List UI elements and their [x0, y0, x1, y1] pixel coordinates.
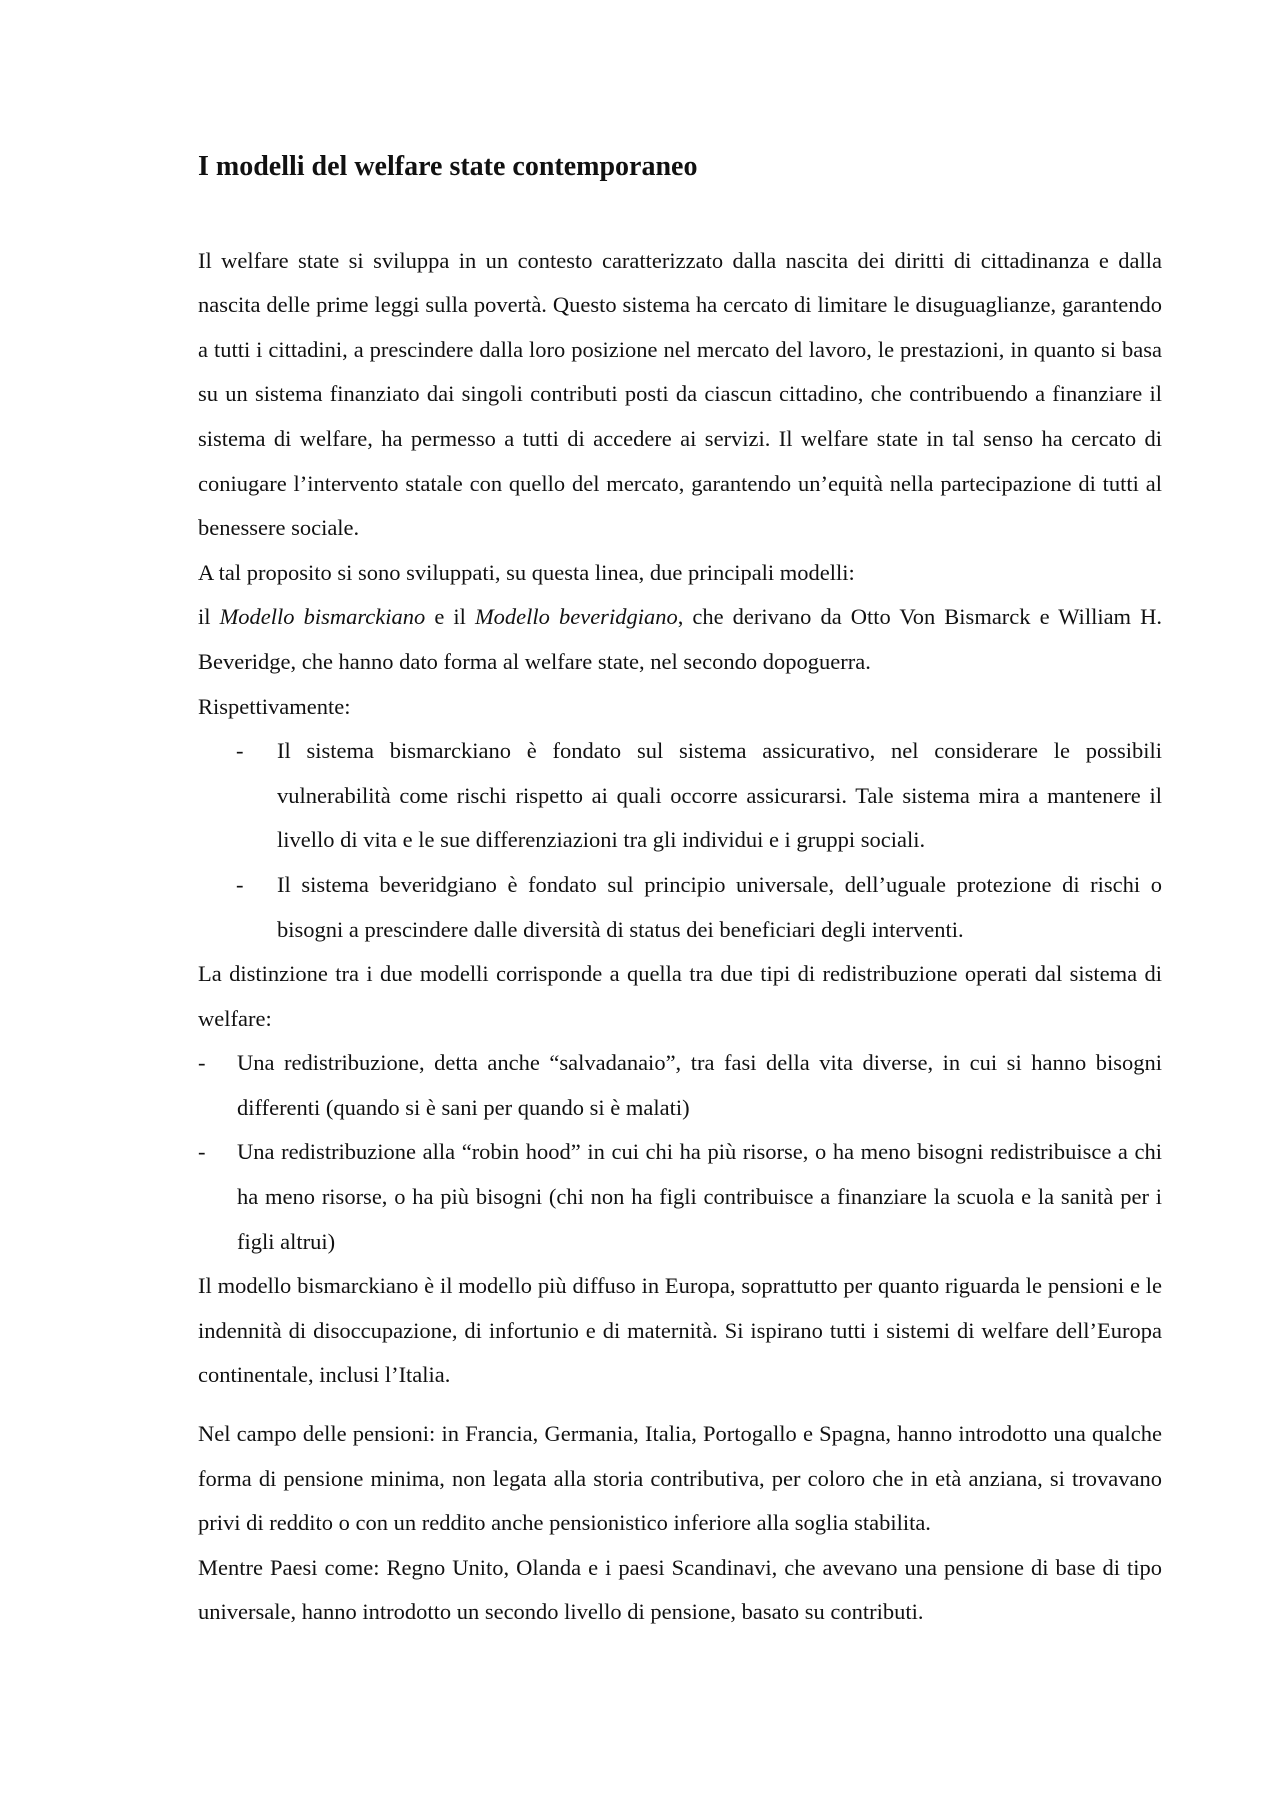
list-item [198, 1041, 1162, 1130]
document-page [198, 150, 1162, 1635]
list-item [198, 729, 1162, 863]
list-dash: - [198, 1139, 206, 1165]
paragraph-respectively: Rispettivamente: [198, 693, 351, 719]
paragraph-models-intro: A tal proposito si sono sviluppati, su questa linea, due principali modelli: [198, 559, 855, 585]
list-item [198, 1130, 1162, 1264]
list-item-text: Il sistema bismarckiano è fondato sul sistema assicurativo, nel considerare le possibili vulnerabilità come rischi rispetto ai quali occorre assicurarsi. Tale sistema mira a mantenere il livello di vita e le sue differenziazioni tra gli individui e i gruppi sociali. [277, 738, 1162, 853]
paragraph-intro: Il welfare state si sviluppa in un contesto caratterizzato dalla nascita dei diritti di cittadinanza e dalla nascita delle prime leggi sulla povertà. Questo sistema ha cercato di limitare le disuguaglianze, garantendo a tutti i cittadini, a prescindere dalla loro posizione nel mercato del lavoro, le prestazioni, in quanto si basa su un sistema finanziato dai singoli contributi posti da ciascun cittadino, che contribuendo a finanziare il sistema di welfare, ha permesso a tutti di accedere ai servizi. Il welfare state in tal senso ha cercato di coniugare l’intervento statale con quello del mercato, garantendo un’equità nella partecipazione di tutti al benessere sociale. [198, 247, 1162, 541]
list-dash: - [236, 738, 244, 764]
paragraph-redistribution: La distinzione tra i due modelli corrisponde a quella tra due tipi di redistribuzione operati dal sistema di welfare: [198, 961, 1162, 1031]
list-item-text: Una redistribuzione, detta anche “salvadanaio”, tra fasi della vita diverse, in cui si hanno bisogni differenti (quando si è sani per quando si è malati) [237, 1050, 1162, 1120]
models-list [198, 729, 1162, 952]
models-text-post: , che derivano da Otto Von Bismarck e William H. Beveridge, che hanno dato forma al welfare state, nel secondo dopoguerra. [198, 604, 1162, 674]
page-title: I modelli del welfare state contemporaneo [198, 151, 698, 182]
paragraph-bismarck-diffusion: Il modello bismarckiano è il modello più diffuso in Europa, soprattutto per quanto riguarda le pensioni e le indennità di disoccupazione, di infortunio e di maternità. Si ispirano tutti i sistemi di welfare dell’Europa continentale, inclusi l’Italia. [198, 1273, 1162, 1388]
list-item-text: Il sistema beveridgiano è fondato sul principio universale, dell’uguale protezione di rischi o bisogni a prescindere dalle diversità di status dei beneficiari degli interventi. [277, 871, 1162, 942]
list-item-text: Una redistribuzione alla “robin hood” in cui chi ha più risorse, o ha meno bisogni redistribuisce a chi ha meno risorse, o ha più bisogni (chi non ha figli contribuisce a finanziare la scuola e la sanità per i figli altrui) [237, 1139, 1162, 1254]
paragraph-pensions: Nel campo delle pensioni: in Francia, Germania, Italia, Portogallo e Spagna, hanno introdotto una qualche forma di pensione minima, non legata alla storia contributiva, per coloro che in età anziana, si trovavano privi di reddito o con un reddito anche pensionistico inferiore alla soglia stabilita. [198, 1421, 1162, 1536]
list-dash: - [198, 1050, 206, 1076]
model-beveridge-name: Modello beveridgiano [474, 604, 678, 630]
paragraph-universal-pension: Mentre Paesi come: Regno Unito, Olanda e i paesi Scandinavi, che avevano una pensione di base di tipo universale, hanno introdotto un secondo livello di pensione, basato su contributi. [198, 1554, 1162, 1625]
model-bismarck-name: Modello bismarckiano [219, 604, 426, 630]
list-item [198, 863, 1162, 952]
models-text-pre: il [198, 604, 220, 630]
list-dash: - [236, 871, 244, 897]
models-text-mid: e il [425, 604, 475, 630]
paragraph-models-origin [198, 595, 1162, 684]
redistribution-list [198, 1041, 1162, 1264]
